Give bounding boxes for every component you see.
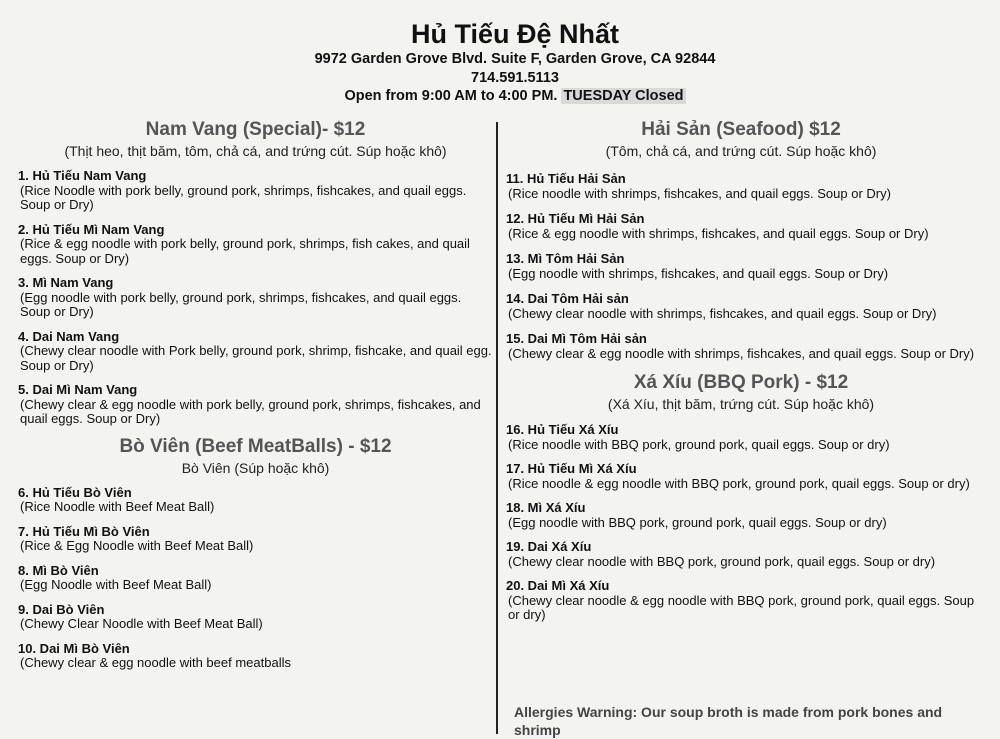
menu-item [506,540,976,569]
menu-item-name: 9. Dai Bò Viên [18,601,105,617]
menu-item-desc: (Chewy clear noodle with shrimps, fishcakes, and quail eggs. Soup or Dry) [508,305,937,321]
section-subtitle: (Xá Xíu, thịt băm, trứng cút. Súp hoặc khô) [607,396,875,412]
menu-item [506,462,976,491]
menu-item-name: 14. Dai Tôm Hải sản [506,291,629,306]
section-title: Hải Sản (Seafood) $12 [641,119,841,140]
menu-item [18,525,493,554]
menu-item [18,330,493,374]
menu-item-desc: (Chewy clear noodle & egg noodle with BBQ pork, ground pork, quail eggs. Soup or dry) [508,592,975,622]
menu-item-desc: (Rice noodle with shrimps, fishcakes, and quail eggs. Soup or Dry) [508,185,891,201]
section-subtitle: (Tôm, chả cá, and trứng cút. Súp hoặc khô) [605,143,877,159]
menu-item [18,642,493,671]
menu-item-name: 2. Hủ Tiếu Mì Nam Vang [18,221,165,237]
menu-item-name: 1. Hủ Tiếu Nam Vang [18,168,147,183]
menu-item [506,332,976,361]
section-title: Bò Viên (Beef MeatBalls) - $12 [119,435,392,457]
menu-item-name: 4. Dai Nam Vang [18,328,120,344]
menu-item-desc: (Egg noodle with pork belly, ground pork, shrimps, fishcakes, and quail eggs. Soup or Dry) [20,289,462,319]
menu-item [18,603,493,632]
menu-item-desc: (Rice noodle & egg noodle with BBQ pork, ground pork, quail eggs. Soup or dry) [508,475,970,491]
opening-hours: Open from 9:00 AM to 4:00 PM. [344,88,558,104]
menu-item-desc: (Chewy clear & egg noodle with beef meatballs [20,655,291,670]
menu-item [18,564,493,593]
left-column [18,118,493,671]
menu-item-desc: (Chewy clear noodle with Pork belly, ground pork, shrimp, fishcake, and quail egg. Soup or Dry) [20,343,492,373]
section-title: Nam Vang (Special)- $12 [145,119,366,140]
allergy-warning: Allergies Warning: Our soup broth is made from pork bones and shrimp [514,704,943,738]
menu-item [506,579,976,623]
menu-item-name: 19. Dai Xá Xíu [506,539,592,554]
hours-line [30,87,1000,106]
menu-item-name: 11. Hủ Tiếu Hải Sản [506,171,626,186]
menu-item [506,252,976,281]
right-column [506,118,976,623]
section-nam-vang [18,118,493,427]
menu-item-desc: (Egg Noodle with Beef Meat Ball) [20,577,212,592]
menu-item [506,212,976,241]
menu-item-name: 7. Hủ Tiếu Mì Bò Viên [18,523,150,539]
section-title: Xá Xíu (BBQ Pork) - $12 [633,372,849,393]
address: 9972 Garden Grove Blvd. Suite F, Garden Grove, CA 92844 [314,51,716,67]
restaurant-name: Hủ Tiếu Đệ Nhất [410,19,620,49]
menu-item [18,276,493,320]
section-bo-vien [18,435,493,671]
menu-item-desc: (Rice Noodle with pork belly, ground pork, shrimps, fishcakes, and quail eggs. Soup or Dry) [20,182,467,212]
menu-item-name: 6. Hủ Tiếu Bò Viên [18,484,132,500]
menu-item [506,501,976,530]
menu-item-desc: (Rice & egg noodle with pork belly, ground pork, shrimps, fish cakes, and quail eggs. Soup or Dry) [20,236,470,266]
menu-item-desc: (Rice noodle with BBQ pork, ground pork, quail eggs. Soup or dry) [508,436,890,452]
section-subtitle: Bò Viên (Súp hoặc khô) [181,459,330,476]
menu-item-name: 16. Hủ Tiếu Xá Xíu [506,422,619,437]
menu-item [18,486,493,515]
menu-header [0,18,1000,106]
menu-item [18,383,493,427]
menu-item [506,423,976,452]
menu-item-desc: (Chewy clear noodle with BBQ pork, ground pork, quail eggs. Soup or dry) [508,553,936,569]
menu-item-name: 8. Mì Bò Viên [18,562,99,578]
menu-item-desc: (Egg noodle with BBQ pork, ground pork, quail eggs. Soup or dry) [508,514,887,530]
section-xa-xiu [506,371,976,623]
menu-item-name: 15. Dai Mì Tôm Hải sản [506,331,647,346]
menu-item-name: 20. Dai Mì Xá Xíu [506,578,610,593]
menu-item-desc: (Chewy clear & egg noodle with shrimps, fishcakes, and quail eggs. Soup or Dry) [508,345,975,361]
menu-item-name: 12. Hủ Tiếu Mì Hải Sản [506,211,645,226]
menu-item [506,172,976,201]
column-divider [496,122,498,734]
menu-item [18,223,493,267]
menu-item-desc: (Rice Noodle with Beef Meat Ball) [20,499,215,514]
menu-item-desc: (Rice & Egg Noodle with Beef Meat Ball) [20,538,254,553]
menu-item-name: 5. Dai Mì Nam Vang [18,382,138,397]
section-hai-san [506,118,976,361]
menu-item-name: 17. Hủ Tiếu Mì Xá Xíu [506,461,637,476]
menu-item-desc: (Rice & egg noodle with shrimps, fishcakes, and quail eggs. Soup or Dry) [508,225,929,241]
menu-item [18,169,493,213]
menu-item-desc: (Chewy Clear Noodle with Beef Meat Ball) [20,616,263,631]
phone-number: 714.591.5113 [471,69,559,86]
menu-item-name: 10. Dai Mì Bò Viên [18,640,130,656]
menu-item-name: 3. Mì Nam Vang [18,275,114,290]
menu-item-name: 18. Mì Xá Xíu [506,500,586,515]
menu-item-desc: (Chewy clear & egg noodle with pork belly, ground pork, shrimps, fishcakes, and quail eggs. Soup or Dry) [20,396,481,426]
menu-item [506,292,976,321]
closed-day: TUESDAY Closed [563,88,684,104]
menu-item-desc: (Egg noodle with shrimps, fishcakes, and quail eggs. Soup or Dry) [508,265,889,281]
menu-item-name: 13. Mì Tôm Hải Sản [506,251,625,266]
section-subtitle: (Thịt heo, thịt băm, tôm, chả cá, and trứng cút. Súp hoặc khô) [64,143,447,159]
